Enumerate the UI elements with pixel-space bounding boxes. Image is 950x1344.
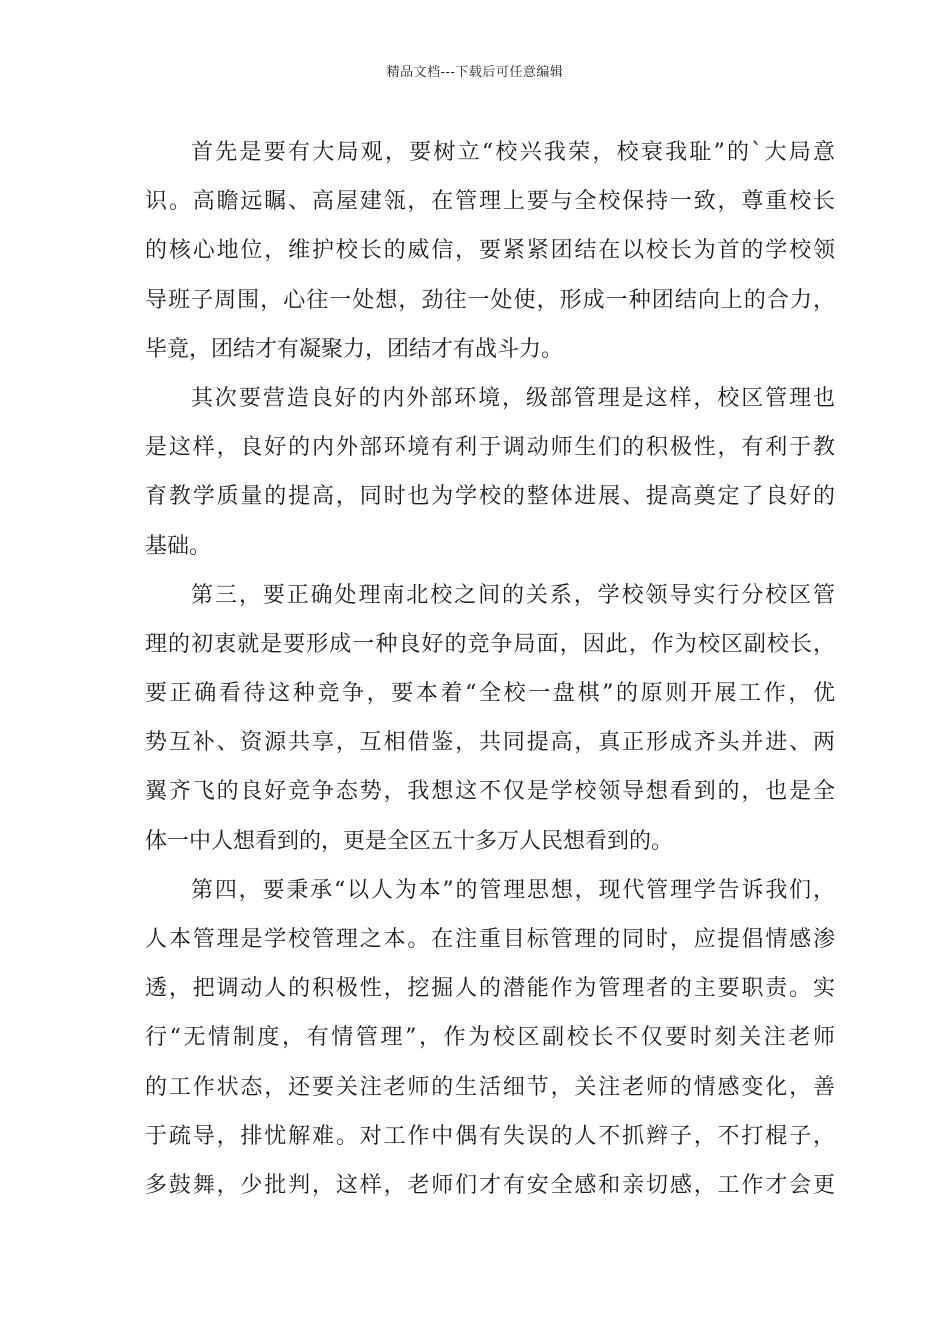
text-line: 导班子周围，心往一处想，劲往一处使，形成一种团结向上的合力， [145,287,835,313]
text-line: 基础。 [145,533,212,559]
page-header: 精品文档---下载后可任意编辑 [386,65,564,80]
text-line: 毕竟，团结才有凝聚力，团结才有战斗力。 [145,336,564,362]
text-line: 于疏导，排忧解难。对工作中偶有失误的人不抓辫子，不打棍子， [145,1123,835,1149]
text-line: 识。高瞻远瞩、高屋建瓴，在管理上要与全校保持一致，尊重校长 [145,189,835,215]
text-line: 势互补、资源共享，互相借鉴，共同提高，真正形成齐头并进、两 [145,730,835,756]
text-line: 第三，要正确处理南北校之间的关系，学校领导实行分校区管 [191,582,835,608]
text-line: 的核心地位，维护校长的威信，要紧紧团结在以校长为首的学校领 [145,238,835,264]
text-line: 首先是要有大局观，要树立“校兴我荣，校衰我耻”的`大局意 [191,140,835,165]
text-line: 多鼓舞，少批判，这样，老师们才有安全感和亲切感，工作才会更 [145,1172,835,1198]
text-line: 翼齐飞的良好竞争态势，我想这不仅是学校领导想看到的，也是全 [145,779,835,805]
text-line: 是这样，良好的内外部环境有利于调动师生们的积极性，有利于教 [145,435,835,461]
text-line: 其次要营造良好的内外部环境，级部管理是这样，校区管理也 [191,385,835,411]
text-line: 透，把调动人的积极性，挖掘人的潜能作为管理者的主要职责。实 [145,976,835,1002]
text-line: 理的初衷就是要形成一种良好的竞争局面，因此，作为校区副校长， [145,631,835,657]
text-line: 第四，要秉承“以人为本”的管理思想，现代管理学告诉我们， [191,877,835,903]
text-line: 的工作状态，还要关注老师的生活细节，关注老师的情感变化，善 [145,1074,835,1100]
text-line: 育教学质量的提高，同时也为学校的整体进展、提高奠定了良好的 [145,484,835,510]
text-line: 行“无情制度，有情管理”，作为校区副校长不仅要时刻关注老师 [145,1025,835,1051]
text-line: 体一中人想看到的，更是全区五十多万人民想看到的。 [145,828,674,854]
document-body [145,128,835,1210]
text-line: 要正确看待这种竞争，要本着“全校一盘棋”的原则开展工作，优 [145,681,835,707]
text-line: 人本管理是学校管理之本。在注重目标管理的同时，应提倡情感渗 [145,927,835,952]
